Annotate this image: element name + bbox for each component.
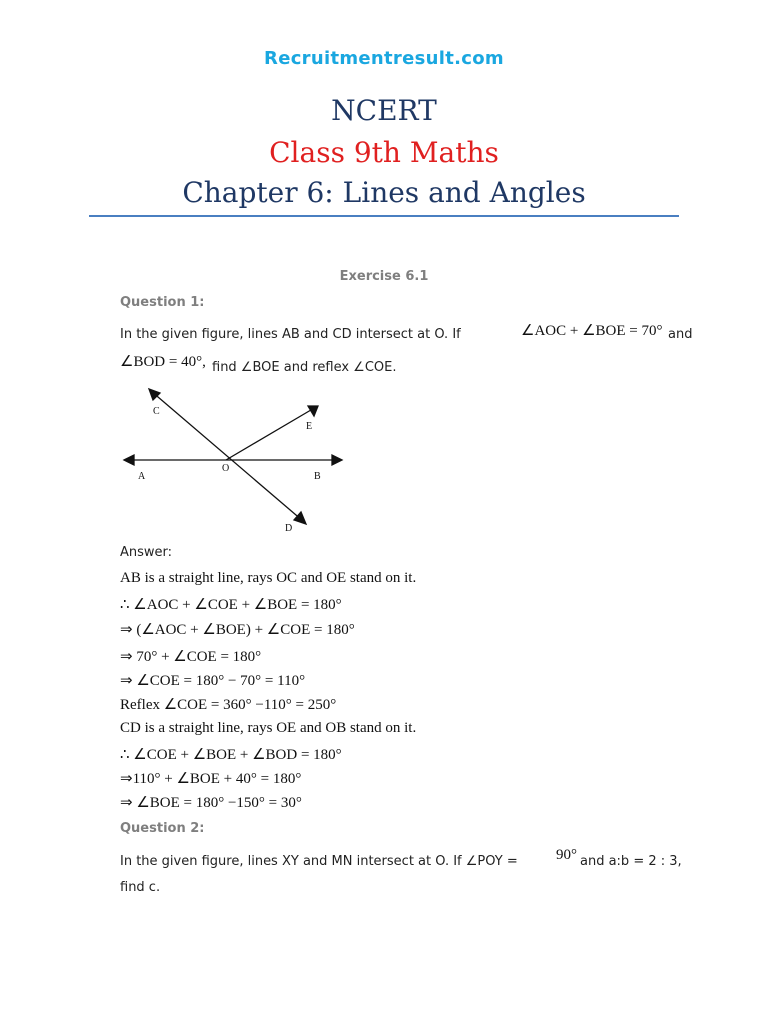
answer-line: ∴ ∠COE + ∠BOE + ∠BOD = 180°: [120, 747, 342, 763]
figure-label-o: O: [222, 463, 230, 474]
class-title: Class 9th Maths: [269, 136, 499, 169]
title-divider: [89, 215, 679, 217]
answer-line: CD is a straight line, rays OE and OB stand on it.: [120, 720, 417, 736]
line-cd: [151, 391, 303, 521]
figure-label-d: D: [285, 523, 293, 534]
arrow-b-icon: [332, 455, 342, 465]
figure-label-a: A: [138, 471, 146, 482]
figure-label-c: C: [153, 406, 160, 417]
question-1-text-b: and: [668, 327, 693, 342]
exercise-heading: Exercise 6.1: [339, 269, 429, 284]
answer-line: AB is a straight line, rays OC and OE stand on it.: [120, 570, 417, 586]
site-name: Recruitmentresult.com: [264, 48, 504, 69]
answer-line: ⇒ ∠BOE = 180° −150° = 30°: [120, 795, 302, 811]
answer-line: ⇒ (∠AOC + ∠BOE) + ∠COE = 180°: [120, 622, 355, 638]
answer-line: Reflex ∠COE = 360° −110° = 250°: [120, 697, 337, 713]
answer-line: ⇒ 70° + ∠COE = 180°: [120, 649, 262, 665]
arrow-a-icon: [124, 455, 134, 465]
answer-line: ⇒ ∠COE = 180° − 70° = 110°: [120, 673, 306, 689]
question-2-label: Question 2:: [120, 821, 205, 836]
question-1-text-a: In the given figure, lines AB and CD intersect at O. If: [120, 327, 461, 342]
question-2-text-c: find c.: [120, 880, 161, 895]
question-2-text-a: In the given figure, lines XY and MN intersect at O. If ∠POY =: [120, 854, 518, 869]
question-1-label: Question 1:: [120, 295, 205, 310]
question-2-text-b: and a:b = 2 : 3,: [580, 854, 682, 869]
figure-label-e: E: [306, 421, 313, 432]
question-1-figure: [118, 385, 348, 540]
answer-line: ⇒110° + ∠BOE + 40° = 180°: [120, 771, 302, 787]
page-title: NCERT: [331, 94, 437, 127]
question-1-expr-b: ∠BOD = 40°,: [120, 354, 206, 370]
question-2-expr-a: 90°: [556, 847, 577, 863]
ray-oe: [226, 407, 316, 460]
chapter-title: Chapter 6: Lines and Angles: [182, 176, 586, 209]
question-1-text-c: find ∠BOE and reflex ∠COE.: [212, 360, 397, 375]
figure-label-b: B: [314, 471, 321, 482]
arrow-d-icon: [294, 512, 306, 524]
arrow-c-icon: [149, 389, 160, 400]
answer-line: ∴ ∠AOC + ∠COE + ∠BOE = 180°: [120, 597, 342, 613]
answer-label: Answer:: [120, 545, 173, 560]
question-1-expr-a: ∠AOC + ∠BOE = 70°: [521, 323, 663, 339]
